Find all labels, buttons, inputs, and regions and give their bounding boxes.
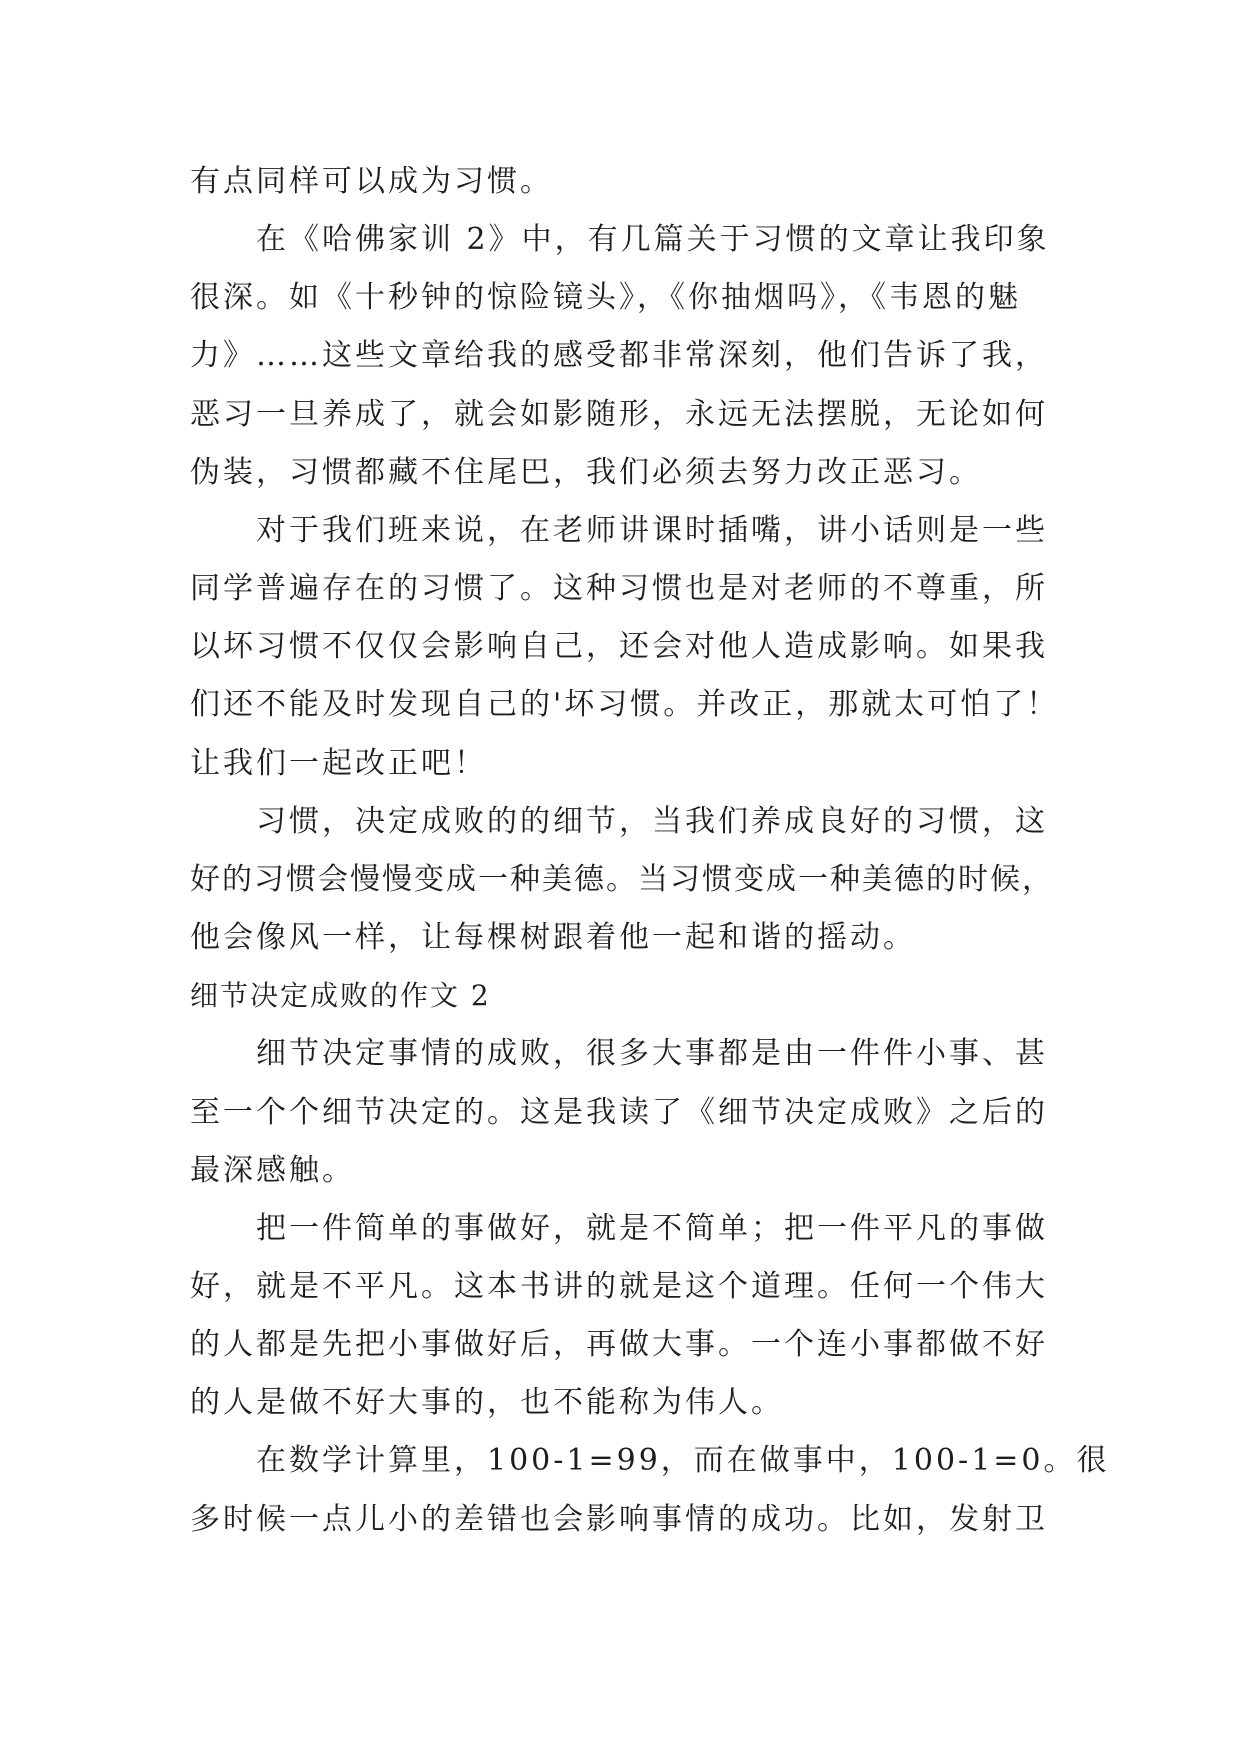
paragraph-line: 们还不能及时发现自己的'坏习惯。并改正，那就太可怕了！ [190, 687, 1060, 723]
article-body [190, 153, 1110, 1549]
paragraph-line: 有点同样可以成为习惯。 [190, 164, 553, 199]
paragraph-line: 好的习惯会慢慢变成一种美德。当习惯变成一种美德的时候， [190, 861, 1054, 897]
paragraph-line: 对于我们班来说，在老师讲课时插嘴，讲小话则是一些 [256, 512, 1048, 548]
paragraph-line: 伪装，习惯都藏不住尾巴，我们必须去努力改正恶习。 [190, 454, 982, 490]
paragraph-line: 把一件简单的事做好，就是不简单；把一件平凡的事做 [256, 1210, 1048, 1246]
paragraph-line: 多时候一点儿小的差错也会影响事情的成功。比如，发射卫 [190, 1501, 1048, 1537]
paragraph-line: 至一个个细节决定的。这是我读了《细节决定成败》之后的 [190, 1094, 1048, 1130]
paragraph-line: 细节决定事情的成败，很多大事都是由一件件小事、甚 [256, 1036, 1048, 1072]
paragraph [190, 793, 1090, 967]
paragraph-line: 在《哈佛家训 2》中，有几篇关于习惯的文章让我印象 [256, 222, 1050, 258]
paragraph-line: 很深。如《十秒钟的惊险镜头》，《你抽烟吗》，《韦恩的魅 [190, 280, 1021, 316]
paragraph-line: 的人是做不好大事的，也不能称为伟人。 [190, 1385, 784, 1421]
paragraph-line: 恶习一旦养成了，就会如影随形，永远无法摆脱，无论如何 [190, 396, 1048, 432]
paragraph-line: 他会像风一样，让每棵树跟着他一起和谐的摇动。 [190, 920, 916, 956]
paragraph-line: 力》……这些文章给我的感受都非常深刻，他们告诉了我， [190, 338, 1048, 374]
paragraph [190, 1432, 1110, 1548]
paragraph [190, 1025, 1090, 1199]
paragraph-line: 在数学计算里，100-1=99，而在做事中，100-1=0。很 [256, 1443, 1110, 1479]
paragraph-line: 习惯，决定成败的的细节，当我们养成良好的习惯，这 [256, 803, 1048, 839]
paragraph-line: 以坏习惯不仅仅会影响自己，还会对他人造成影响。如果我 [190, 629, 1048, 665]
paragraph-line: 最深感触。 [190, 1152, 355, 1188]
paragraph [190, 1200, 1090, 1433]
paragraph [190, 153, 1090, 211]
paragraph [190, 502, 1090, 793]
paragraph-line: 让我们一起改正吧！ [190, 745, 487, 781]
section-heading: 细节决定成败的作文 2 [190, 979, 491, 1013]
paragraph [190, 211, 1090, 502]
paragraph-line: 同学普遍存在的习惯了。这种习惯也是对老师的不尊重，所 [190, 571, 1048, 607]
paragraph-line: 好，就是不平凡。这本书讲的就是这个道理。任何一个伟大 [190, 1268, 1048, 1304]
paragraph-line: 的人都是先把小事做好后，再做大事。一个连小事都做不好 [190, 1327, 1048, 1363]
